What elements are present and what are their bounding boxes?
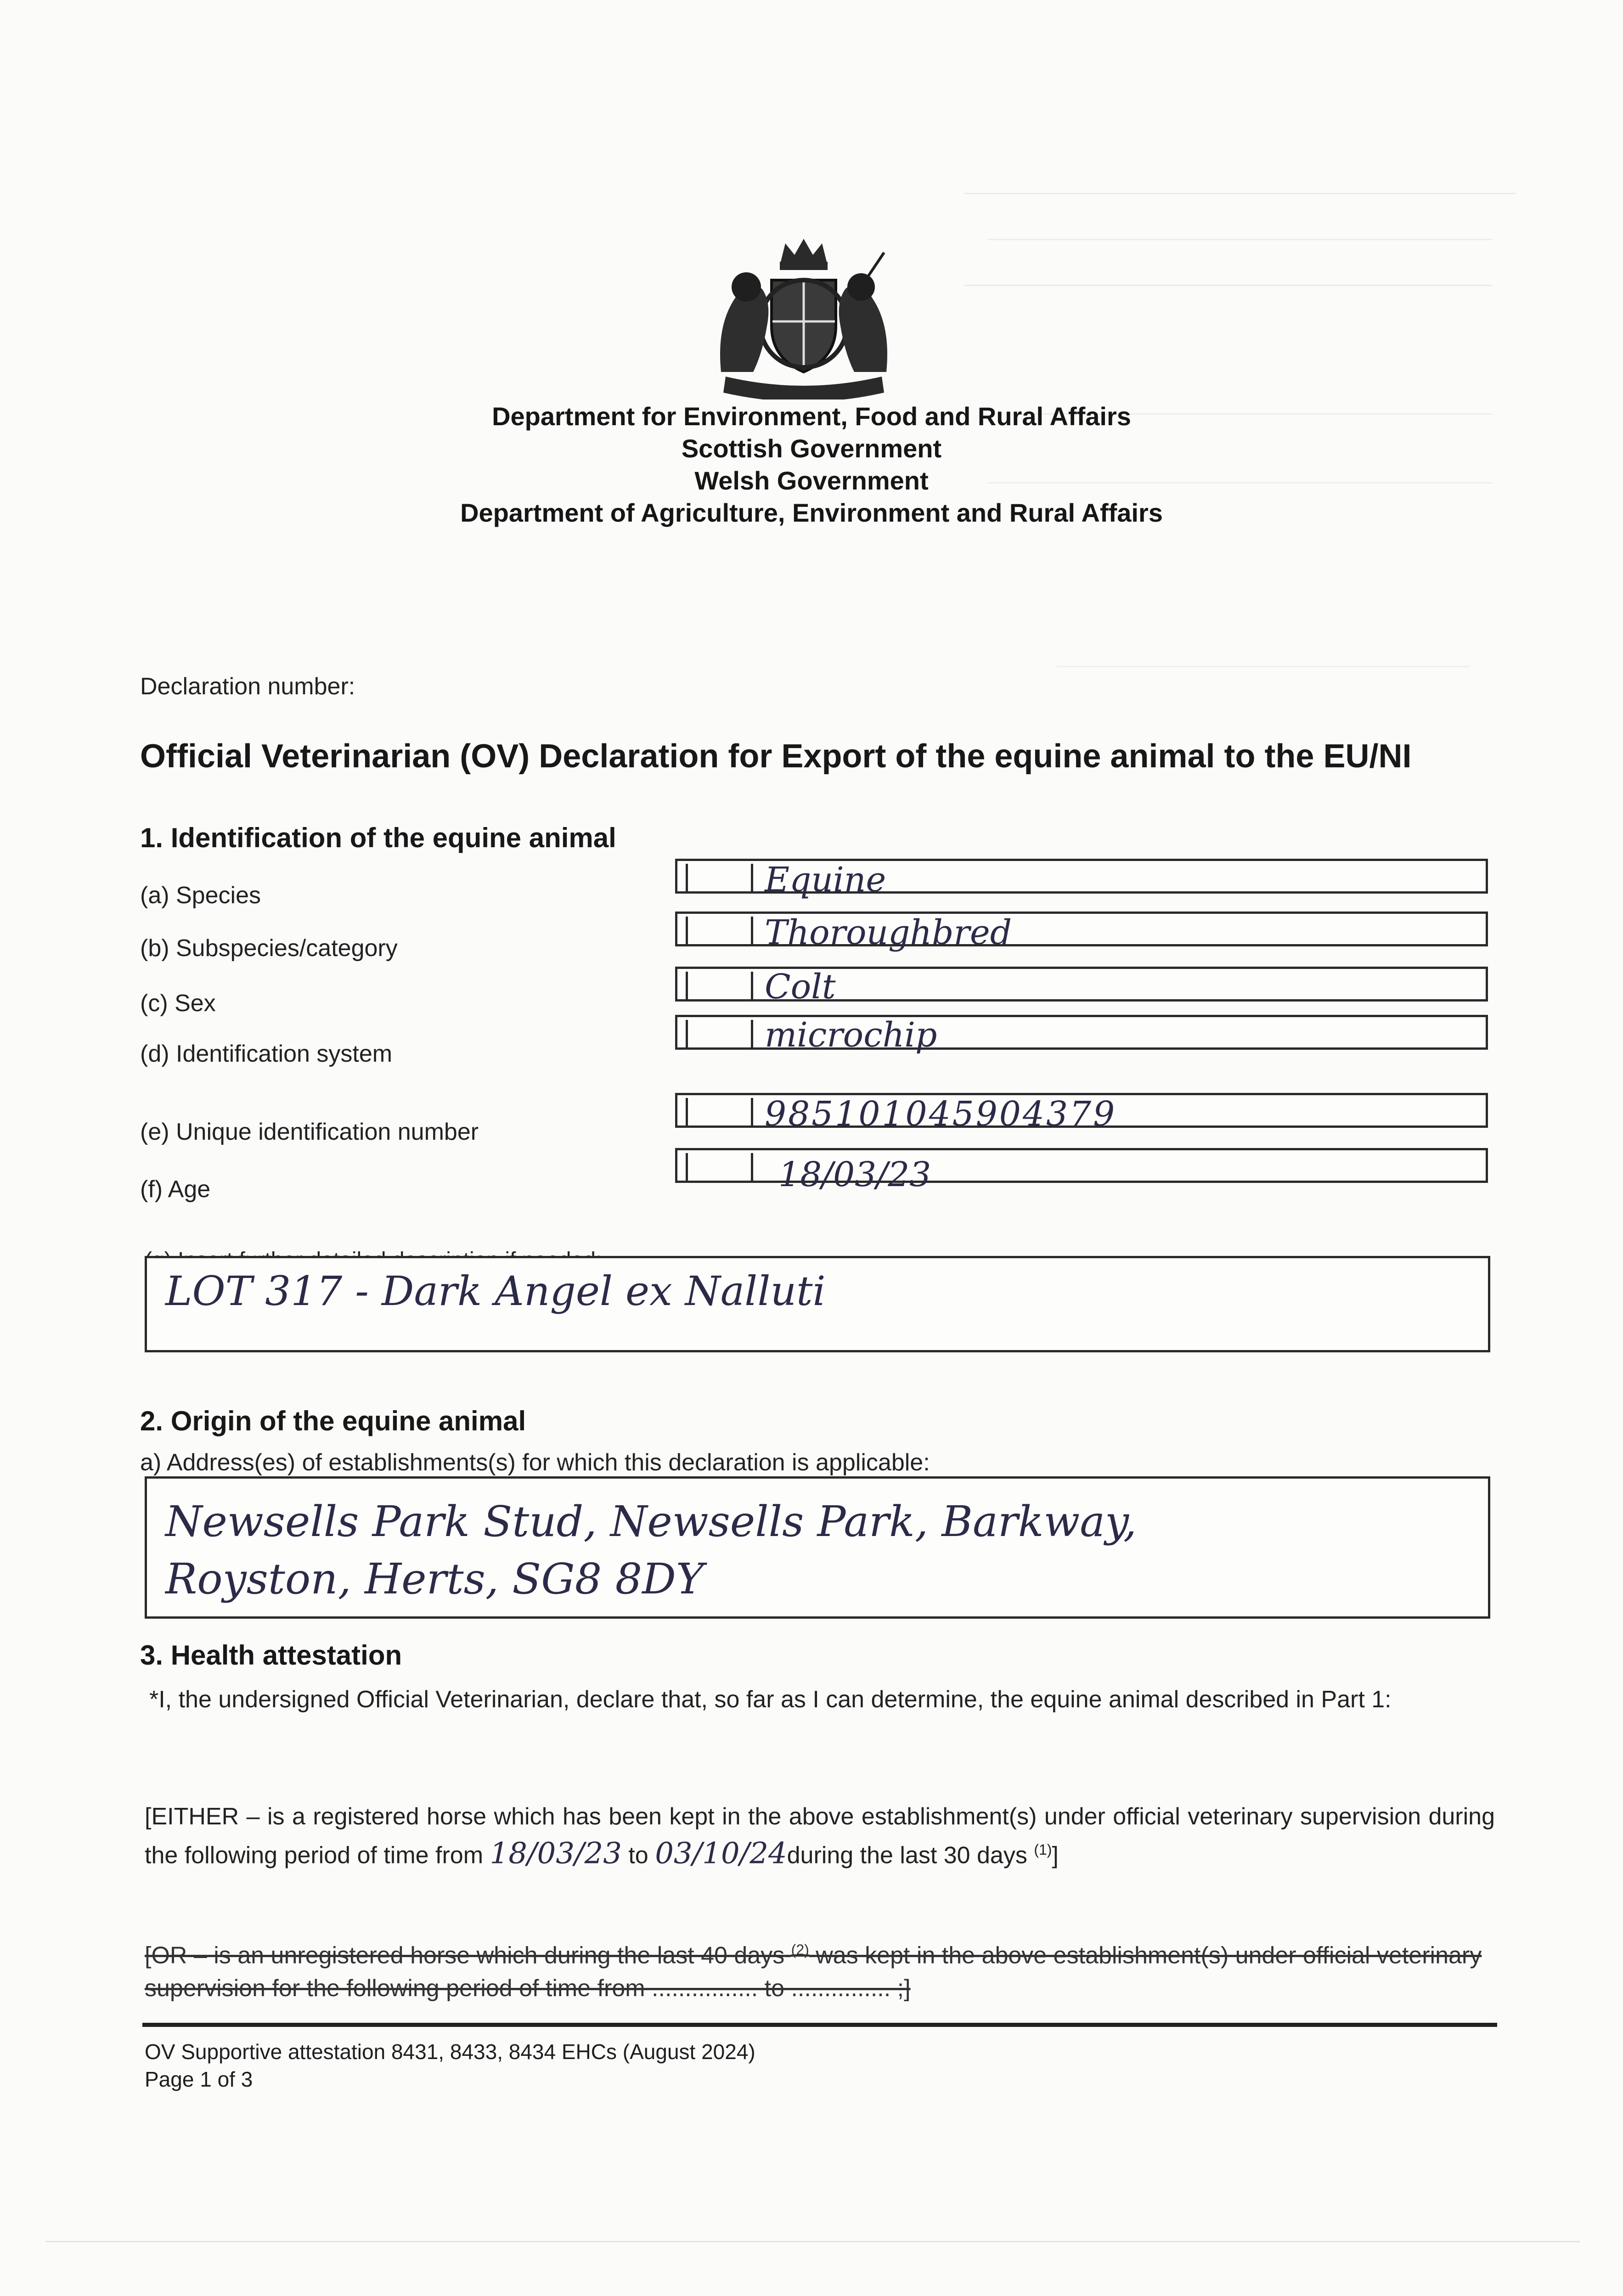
either-from-date: 18/03/23 — [490, 1836, 622, 1871]
or-clause-struck — [145, 1933, 1495, 2005]
species-value: Equine — [765, 860, 886, 900]
sex-label: (c) Sex — [140, 990, 216, 1017]
section-3-heading: 3. Health attestation — [140, 1640, 402, 1671]
species-label: (a) Species — [140, 882, 261, 909]
footer-attestation-reference: OV Supportive attestation 8431, 8433, 8434 EHCs (August 2024) — [145, 2040, 755, 2064]
or-footnote: (2) — [791, 1941, 809, 1958]
address-field[interactable] — [145, 1476, 1490, 1619]
address-line-1: Newsells Park Stud, Newsells Park, Barkway, — [165, 1497, 1137, 1546]
bottom-edge-line — [46, 2241, 1580, 2242]
subspecies-field[interactable] — [675, 912, 1488, 952]
section-1-heading: 1. Identification of the equine animal — [140, 822, 616, 853]
document-title: Official Veterinarian (OV) Declaration for Export of the equine animal to the EU/NI — [140, 738, 1412, 775]
or-text-2: was kept in the above establishment(s) under official veterinary supervision for the following period of time from ................ to ............... ;] — [145, 1942, 1482, 2002]
or-text-1: [OR – is an unregistered horse which during the last 40 days — [145, 1942, 785, 1969]
address-label: a) Address(es) of establishments(s) for which this declaration is applicable: — [140, 1449, 930, 1476]
identification-system-label: (d) Identification system — [140, 1041, 393, 1067]
footer-divider — [142, 2023, 1497, 2027]
section-2-heading: 2. Origin of the equine animal — [140, 1406, 526, 1436]
age-label: (f) Age — [140, 1176, 211, 1203]
either-footnote: (1) — [1034, 1841, 1052, 1858]
further-description-value: LOT 317 - Dark Angel ex Nalluti — [165, 1267, 826, 1315]
subspecies-label: (b) Subspecies/category — [140, 935, 398, 962]
identification-system-value: microchip — [765, 1015, 937, 1055]
unique-id-value: 985101045904379 — [765, 1094, 1117, 1134]
declaration-number-label: Declaration number: — [140, 673, 355, 700]
sex-field[interactable] — [675, 967, 1488, 1007]
age-value: 18/03/23 — [778, 1155, 931, 1194]
either-text-2: during the last 30 days — [787, 1842, 1027, 1869]
either-text-1: [EITHER – is a registered horse which has been kept in the above establishment(s) under official veterinary supervision during the following period of time from — [145, 1803, 1495, 1869]
department-line-3: Welsh Government — [694, 466, 929, 495]
age-field[interactable] — [675, 1148, 1488, 1194]
species-field[interactable] — [675, 859, 1488, 900]
department-line-4: Department of Agriculture, Environment and Rural Affairs — [460, 498, 1163, 527]
department-line-1: Department for Environment, Food and Rural Affairs — [492, 402, 1131, 431]
subspecies-value: Thoroughbred — [765, 913, 1012, 952]
either-to-date: 03/10/24 — [655, 1836, 787, 1871]
unique-id-label: (e) Unique identification number — [140, 1119, 479, 1145]
identification-system-field[interactable] — [675, 1015, 1488, 1055]
either-close: ] — [1052, 1842, 1059, 1869]
either-clause — [145, 1800, 1495, 1872]
department-line-2: Scottish Government — [681, 434, 942, 463]
further-description-field[interactable] — [145, 1256, 1490, 1352]
address-line-2: Royston, Herts, SG8 8DY — [165, 1554, 704, 1604]
health-attestation-intro: *I, the undersigned Official Veterinarian, declare that, so far as I can determine, the equine animal described in Part 1: — [149, 1686, 1392, 1713]
unique-id-field[interactable] — [675, 1093, 1488, 1134]
royal-coat-of-arms — [703, 234, 905, 400]
sex-value: Colt — [765, 967, 836, 1007]
either-to-word: to — [628, 1842, 648, 1869]
footer-page-number: Page 1 of 3 — [145, 2067, 253, 2091]
